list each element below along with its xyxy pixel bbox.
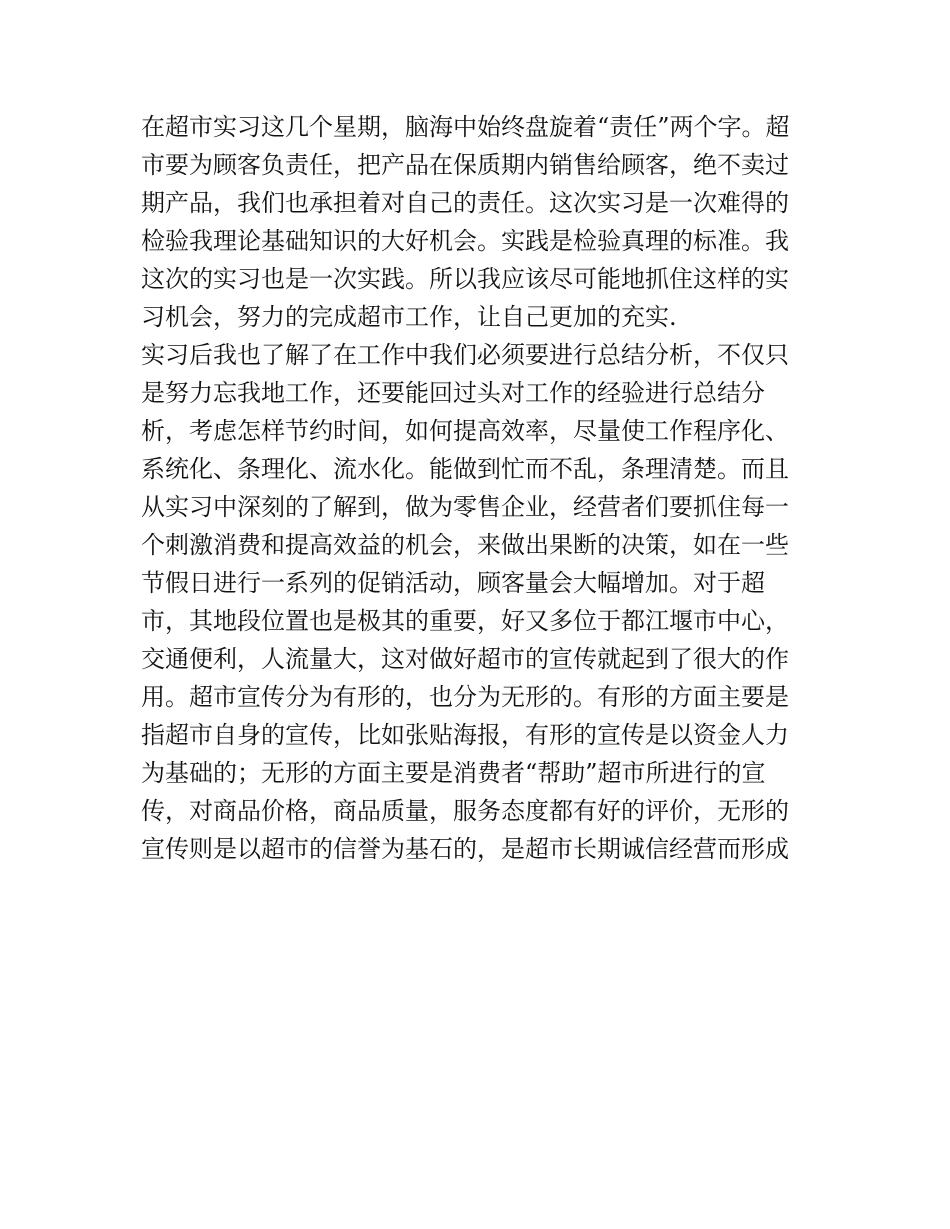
text-line: 检验我理论基础知识的大好机会。实践是检验真理的标准。我	[141, 227, 789, 255]
text-line: 期产品，我们也承担着对自己的责任。这次实习是一次难得的	[141, 189, 789, 217]
text-line: 个刺激消费和提高效益的机会，来做出果断的决策，如在一些	[141, 531, 789, 559]
text-line: 实习后我也了解了在工作中我们必须要进行总结分析，不仅只	[141, 341, 789, 369]
text-line: 市要为顾客负责任，把产品在保质期内销售给顾客，绝不卖过	[141, 151, 789, 179]
text-line: 宣传则是以超市的信誉为基石的，是超市长期诚信经营而形成	[141, 835, 789, 863]
text-line: 市，其地段位置也是极其的重要，好又多位于都江堰市中心，	[141, 607, 789, 635]
text-line: 是努力忘我地工作，还要能回过头对工作的经验进行总结分	[141, 379, 765, 407]
text-line: 析，考虑怎样节约时间，如何提高效率，尽量使工作程序化、	[141, 417, 789, 445]
text-line: 从实习中深刻的了解到，做为零售企业，经营者们要抓住每一	[141, 493, 789, 521]
text-line: 节假日进行一系列的促销活动，顾客量会大幅增加。对于超	[141, 569, 765, 597]
text-line: 习机会，努力的完成超市工作，让自己更加的充实.	[141, 303, 677, 331]
text-line: 在超市实习这几个星期，脑海中始终盘旋着“责任”两个字。超	[141, 113, 790, 141]
text-line: 传，对商品价格，商品质量，服务态度都有好的评价，无形的	[141, 797, 789, 825]
text-line: 用。超市宣传分为有形的，也分为无形的。有形的方面主要是	[141, 683, 789, 711]
text-line: 这次的实习也是一次实践。所以我应该尽可能地抓住这样的实	[141, 265, 789, 293]
text-line: 交通便利，人流量大，这对做好超市的宣传就起到了很大的作	[141, 645, 789, 673]
text-line: 系统化、条理化、流水化。能做到忙而不乱，条理清楚。而且	[141, 455, 789, 483]
body-text	[141, 108, 813, 868]
text-line: 为基础的；无形的方面主要是消费者“帮助”超市所进行的宣	[141, 759, 766, 787]
text-line: 指超市自身的宣传，比如张贴海报，有形的宣传是以资金人力	[141, 721, 789, 749]
